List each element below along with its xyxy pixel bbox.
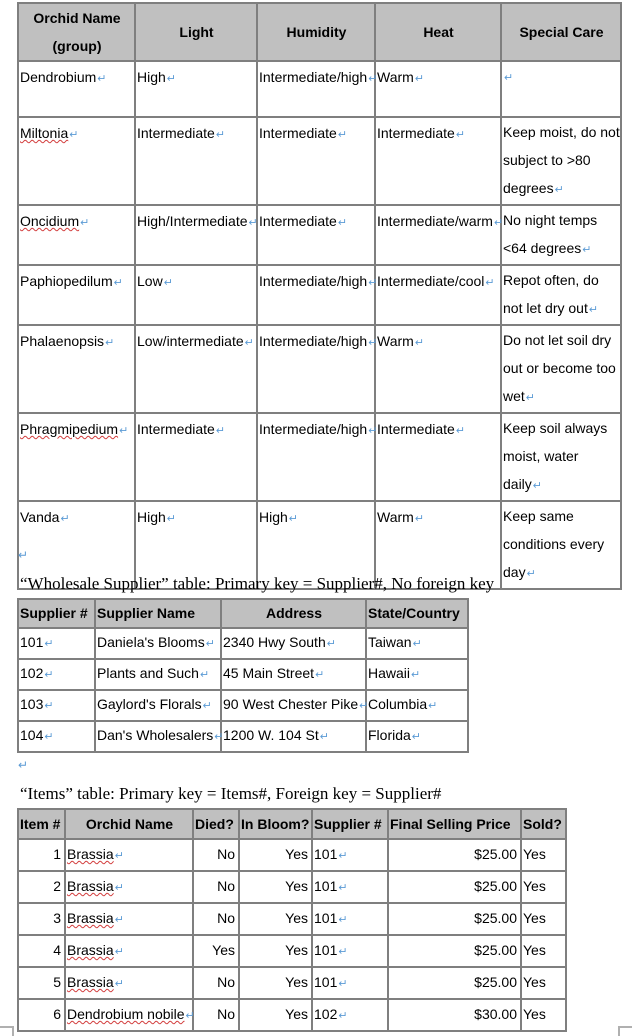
column-header: Special Care [501, 3, 621, 61]
cell-end-mark: ↵ [414, 73, 425, 85]
table-row [18, 628, 468, 659]
cell-end-mark: ↵ [315, 669, 325, 681]
cell-text: Low [137, 273, 163, 289]
column-header: Humidity [257, 3, 375, 61]
cell-text: Columbia [368, 696, 428, 712]
cell-end-mark: ↵ [214, 731, 224, 743]
cell-text: $25.00 [474, 846, 517, 862]
table-cell [65, 839, 193, 871]
table-cell [366, 659, 468, 690]
table-cell [239, 967, 312, 999]
cell-end-mark: ↵ [114, 946, 124, 958]
table-cell-care [501, 117, 621, 205]
cell-end-mark: ↵ [114, 978, 124, 990]
table-cell [193, 967, 239, 999]
column-header: Item # [18, 809, 65, 839]
cell-end-mark: ↵ [414, 337, 425, 349]
table-cell-name [18, 61, 135, 117]
table-row [18, 659, 468, 690]
cell-end-mark: ↵ [114, 882, 124, 894]
cell-text: $30.00 [474, 1006, 517, 1022]
table-cell [239, 999, 312, 1031]
cell-text: Dendrobium nobile [67, 1006, 185, 1022]
cell-end-mark: ↵ [338, 946, 348, 958]
cell-end-mark: ↵ [337, 129, 348, 141]
cell-text: Warm [377, 69, 414, 85]
cell-text: Intermediate/warm [377, 213, 493, 229]
table-header-row [18, 809, 566, 839]
column-header: Final Selling Price [388, 809, 521, 839]
cell-end-mark: ↵ [485, 277, 495, 289]
table-cell [388, 967, 521, 999]
cell-text: Yes [523, 846, 546, 862]
cell-end-mark: ↵ [113, 277, 123, 289]
cell-text: Keep moist, do not subject to >80 degrees [503, 124, 620, 196]
table-cell [65, 903, 193, 935]
cell-end-mark: ↵ [199, 669, 210, 681]
table-cell [388, 999, 521, 1031]
cell-text: Brassia [67, 974, 114, 990]
cell-end-mark: ↵ [114, 914, 124, 926]
column-header: Supplier Name [95, 599, 221, 628]
cell-end-mark: ↵ [455, 425, 466, 437]
cell-text: Yes [523, 878, 546, 894]
cell-text: High [137, 509, 166, 525]
cell-end-mark: ↵ [119, 425, 129, 437]
table-cell-care [501, 325, 621, 413]
table-cell-heat [375, 61, 501, 117]
table-row [18, 61, 621, 117]
table-cell [521, 935, 566, 967]
cell-text: No night temps <64 degrees [503, 212, 598, 256]
cell-text: High [259, 509, 288, 525]
table-cell [95, 628, 221, 659]
paragraph-mark: ↵ [18, 548, 29, 562]
cell-text: Intermediate [259, 213, 337, 229]
cell-text: 1200 W. 104 St [223, 727, 319, 743]
cell-text: 1 [53, 846, 61, 862]
table-cell-care [501, 265, 621, 325]
cell-end-mark: ↵ [248, 217, 258, 229]
table-cell [18, 935, 65, 967]
table-cell [18, 871, 65, 903]
cell-text: Warm [377, 333, 414, 349]
cell-end-mark: ↵ [412, 638, 422, 650]
cell-end-mark: ↵ [588, 304, 599, 316]
cell-end-mark: ↵ [525, 392, 536, 404]
cell-end-mark: ↵ [202, 700, 212, 712]
cell-text: Yes [285, 846, 308, 862]
cell-end-mark: ↵ [532, 480, 543, 492]
table-cell [388, 903, 521, 935]
cell-end-mark: ↵ [44, 731, 54, 743]
cell-end-mark: ↵ [337, 217, 348, 229]
cell-end-mark: ↵ [338, 914, 348, 926]
cell-text: No [217, 846, 235, 862]
cell-end-mark: ↵ [338, 882, 348, 894]
cell-text: Miltonia [20, 125, 69, 141]
cell-end-mark: ↵ [44, 638, 54, 650]
cell-text: 101 [314, 942, 338, 958]
cell-text: Daniela's Blooms [97, 634, 205, 650]
table-cell [521, 871, 566, 903]
table-cell [18, 839, 65, 871]
cell-end-mark: ↵ [368, 73, 378, 85]
cell-text: 101 [314, 846, 338, 862]
cell-text: Taiwan [368, 634, 412, 650]
table-cell [312, 839, 388, 871]
cell-end-mark: ↵ [114, 850, 124, 862]
cell-text: Phalaenopsis [20, 333, 105, 349]
table-cell-humidity [257, 61, 378, 117]
table-cell-heat [375, 117, 501, 205]
cell-text: Low/intermediate [137, 333, 244, 349]
cell-text: No [217, 1006, 235, 1022]
cell-text: $25.00 [474, 910, 517, 926]
cell-text: Florida [368, 727, 411, 743]
column-header: Light [135, 3, 257, 61]
table-cell-humidity [257, 205, 375, 265]
cell-text: 104 [20, 727, 44, 743]
cell-text: Yes [523, 1006, 546, 1022]
cell-text: Yes [523, 910, 546, 926]
table-cell [221, 690, 369, 721]
cell-end-mark: ↵ [582, 244, 592, 256]
table-cell-light [135, 265, 257, 325]
cell-text: Intermediate/high [259, 421, 368, 437]
cell-text: Intermediate [377, 421, 455, 437]
items-table-caption: “Items” table: Primary key = Items#, Foreign key = Supplier# [20, 784, 442, 803]
table-row [18, 903, 566, 935]
table-header-row [18, 599, 468, 628]
table-row [18, 839, 566, 871]
cell-text: Yes [285, 942, 308, 958]
table-cell [65, 967, 193, 999]
table-cell-name [18, 265, 135, 325]
table-cell-humidity [257, 413, 378, 501]
cell-text: Intermediate/high [259, 273, 368, 289]
table-cell [18, 999, 65, 1031]
cell-end-mark: ↵ [368, 277, 378, 289]
table-row [18, 871, 566, 903]
cell-text: Brassia [67, 942, 114, 958]
column-header: Died? [193, 809, 239, 839]
table-cell-light [135, 61, 257, 117]
cell-end-mark: ↵ [288, 513, 299, 525]
cell-end-mark: ↵ [455, 129, 466, 141]
cell-text: 101 [314, 974, 338, 990]
cell-text: Intermediate [259, 125, 337, 141]
cell-end-mark: ↵ [105, 337, 115, 349]
cell-text: Intermediate/high [259, 333, 368, 349]
table-cell [366, 721, 468, 752]
cell-end-mark: ↵ [319, 731, 329, 743]
table-cell [193, 839, 239, 871]
table-cell [65, 999, 193, 1031]
table-cell [193, 903, 239, 935]
cell-end-mark: ↵ [411, 669, 421, 681]
cell-text: 103 [20, 696, 44, 712]
items-table [17, 808, 567, 1032]
table-cell [239, 839, 312, 871]
table-cell [388, 935, 521, 967]
table-cell-light [135, 205, 257, 265]
cell-text: Intermediate [137, 421, 215, 437]
cell-end-mark: ↵ [493, 217, 504, 229]
table-cell [366, 628, 468, 659]
cell-end-mark: ↵ [338, 1010, 348, 1022]
cell-text: Intermediate/cool [377, 273, 485, 289]
table-cell-light [135, 325, 257, 413]
cell-end-mark: ↵ [504, 72, 514, 84]
cell-text: Phragmipedium [20, 421, 119, 437]
cell-end-mark: ↵ [244, 337, 254, 349]
table-cell-heat [375, 265, 501, 325]
cell-text: No [217, 910, 235, 926]
cell-text: 4 [53, 942, 61, 958]
table-cell-care [501, 61, 621, 117]
table-cell [312, 999, 388, 1031]
column-header: Orchid Name (group) [18, 3, 135, 61]
cell-text: Intermediate/high [259, 69, 368, 85]
cell-text: Vanda [20, 509, 60, 525]
table-cell-care [501, 501, 621, 589]
cell-text: 2 [53, 878, 61, 894]
cell-text: $25.00 [474, 878, 517, 894]
cell-text: Keep soil always moist, water daily [503, 420, 608, 492]
cell-end-mark: ↵ [554, 184, 564, 196]
paragraph-mark: ↵ [18, 758, 29, 772]
cell-end-mark: ↵ [326, 638, 336, 650]
cell-text: High/Intermediate [137, 213, 248, 229]
cell-end-mark: ↵ [338, 978, 348, 990]
cell-text: Warm [377, 509, 414, 525]
cell-text: Oncidium [20, 213, 80, 229]
table-cell [221, 628, 366, 659]
table-cell [65, 871, 193, 903]
cell-text: Intermediate [377, 125, 455, 141]
table-row [18, 999, 566, 1031]
table-cell [312, 903, 388, 935]
cell-text: Keep same conditions every day [503, 508, 605, 580]
cell-end-mark: ↵ [163, 277, 173, 289]
cell-end-mark: ↵ [44, 669, 54, 681]
cell-end-mark: ↵ [338, 850, 348, 862]
cell-text: Gaylord's Florals [97, 696, 202, 712]
column-header: Address [221, 599, 366, 628]
table-cell [312, 967, 388, 999]
cell-text: $25.00 [474, 974, 517, 990]
table-cell [239, 903, 312, 935]
cell-end-mark: ↵ [205, 638, 215, 650]
table-cell [193, 871, 239, 903]
table-row [18, 935, 566, 967]
table-row [18, 265, 621, 325]
table-cell-care [501, 413, 621, 501]
cell-end-mark: ↵ [215, 129, 226, 141]
cell-text: Yes [285, 910, 308, 926]
table-cell [95, 721, 224, 752]
table-cell [312, 935, 388, 967]
cell-text: Repot often, do not let dry out [503, 272, 599, 316]
table-cell-light [135, 117, 257, 205]
table-cell [239, 871, 312, 903]
cell-end-mark: ↵ [166, 73, 177, 85]
table-cell [312, 871, 388, 903]
table-cell [65, 935, 193, 967]
table-row [18, 967, 566, 999]
cell-end-mark: ↵ [359, 700, 369, 712]
table-header-row [18, 3, 621, 61]
cell-end-mark: ↵ [80, 217, 90, 229]
column-header: Supplier # [18, 599, 95, 628]
table-cell [221, 659, 366, 690]
cell-text: Yes [523, 974, 546, 990]
table-cell [18, 903, 65, 935]
table-cell [239, 935, 312, 967]
supplier-table [17, 598, 469, 753]
cell-text: High [137, 69, 166, 85]
cell-text: Yes [212, 942, 235, 958]
cell-end-mark: ↵ [215, 425, 226, 437]
cell-text: Paphiopedilum [20, 273, 113, 289]
table-cell [18, 690, 95, 721]
table-cell-heat [375, 413, 501, 501]
table-cell-humidity [257, 325, 378, 413]
cell-end-mark: ↵ [60, 513, 70, 525]
cell-text: Intermediate [137, 125, 215, 141]
cell-text: Dan's Wholesalers [97, 727, 214, 743]
table-cell-name [18, 325, 135, 413]
table-cell [521, 999, 566, 1031]
cell-end-mark: ↵ [368, 425, 378, 437]
cell-text: 102 [20, 665, 44, 681]
table-cell [366, 690, 468, 721]
table-cell [193, 999, 239, 1031]
cell-text: Hawaii [368, 665, 411, 681]
cell-text: 5 [53, 974, 61, 990]
cell-end-mark: ↵ [69, 129, 79, 141]
table-cell-name [18, 117, 135, 205]
cell-end-mark: ↵ [97, 73, 107, 85]
cell-text: 101 [314, 910, 338, 926]
cell-text: Brassia [67, 878, 114, 894]
cell-text: 3 [53, 910, 61, 926]
table-cell [388, 871, 521, 903]
column-header: In Bloom? [239, 809, 312, 839]
table-row [18, 413, 621, 501]
cell-text: Brassia [67, 910, 114, 926]
column-header: Orchid Name [65, 809, 193, 839]
table-cell-humidity [257, 117, 375, 205]
cell-text: Yes [285, 974, 308, 990]
table-row [18, 205, 621, 265]
cell-text: Do not let soil dry out or become too wet [503, 332, 616, 404]
supplier-table-caption: “Wholesale Supplier” table: Primary key = Supplier#, No foreign key [20, 574, 495, 593]
cell-text: Yes [285, 878, 308, 894]
cell-text: 101 [20, 634, 44, 650]
table-cell [521, 967, 566, 999]
table-row [18, 117, 621, 205]
cell-text: 101 [314, 878, 338, 894]
cell-end-mark: ↵ [526, 568, 536, 580]
table-cell [18, 721, 95, 752]
table-cell [95, 659, 221, 690]
table-cell [521, 839, 566, 871]
table-cell [18, 628, 95, 659]
column-header: Heat [375, 3, 501, 61]
cell-text: Dendrobium [20, 69, 97, 85]
column-header: State/Country [366, 599, 468, 628]
page-corner-left [0, 1026, 14, 1036]
cell-text: Yes [285, 1006, 308, 1022]
orchid-care-table [17, 2, 622, 590]
cell-text: No [217, 974, 235, 990]
cell-text: 90 West Chester Pike [223, 696, 359, 712]
cell-text: Yes [523, 942, 546, 958]
cell-text: $25.00 [474, 942, 517, 958]
table-row [18, 721, 468, 752]
table-cell-care [501, 205, 621, 265]
cell-text: Plants and Such [97, 665, 199, 681]
cell-text: 2340 Hwy South [223, 634, 326, 650]
table-cell [388, 839, 521, 871]
table-cell [18, 659, 95, 690]
cell-text: No [217, 878, 235, 894]
cell-text: 45 Main Street [223, 665, 315, 681]
cell-text: 6 [53, 1006, 61, 1022]
cell-end-mark: ↵ [411, 731, 422, 743]
cell-text: 102 [314, 1006, 338, 1022]
table-cell [521, 903, 566, 935]
table-cell-heat [375, 325, 501, 413]
table-cell-humidity [257, 265, 378, 325]
cell-end-mark: ↵ [368, 337, 378, 349]
table-row [18, 325, 621, 413]
page-corner-right [618, 1026, 632, 1036]
cell-end-mark: ↵ [185, 1010, 195, 1022]
table-cell [95, 690, 221, 721]
cell-text: Brassia [67, 846, 114, 862]
table-row [18, 690, 468, 721]
table-cell-name [18, 413, 135, 501]
table-cell [221, 721, 366, 752]
table-cell [193, 935, 239, 967]
column-header: Supplier # [312, 809, 388, 839]
cell-end-mark: ↵ [44, 700, 54, 712]
table-cell [18, 967, 65, 999]
column-header: Sold? [521, 809, 566, 839]
cell-end-mark: ↵ [414, 513, 425, 525]
table-cell-heat [375, 205, 504, 265]
table-cell-name [18, 205, 135, 265]
table-cell-light [135, 413, 257, 501]
cell-end-mark: ↵ [166, 513, 177, 525]
cell-end-mark: ↵ [428, 700, 438, 712]
